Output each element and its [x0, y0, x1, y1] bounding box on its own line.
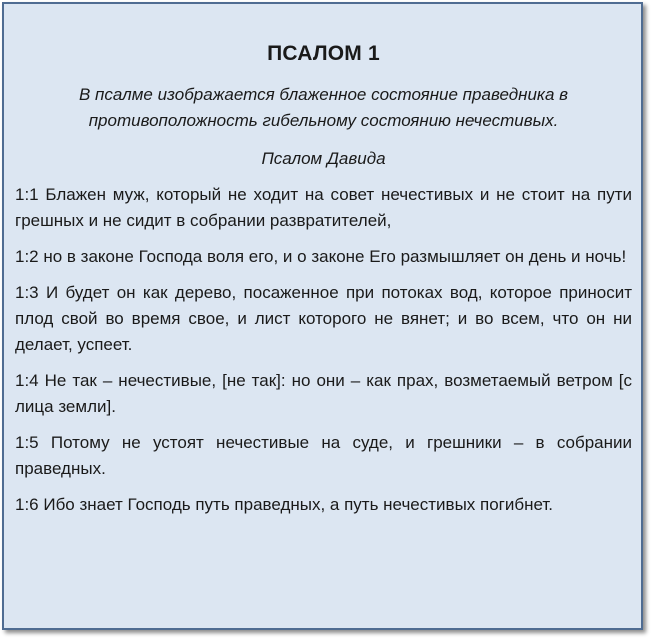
verse-4: 1:4 Не так – нечестивые, [не так]: но они – как прах, возметаемый ветром [с лица земли].: [15, 371, 632, 416]
psalm-title: ПСАЛОМ 1: [267, 42, 380, 65]
verse-1: 1:1 Блажен муж, который не ходит на совет нечестивых и не стоит на пути грешных и не сидит в собрании развратителей,: [15, 185, 632, 230]
psalm-summary: В псалме изображается блаженное состояние праведника в противоположность гибельному состоянию нечестивых.: [79, 85, 568, 130]
verse-2: 1:2 но в законе Господа воля его, и о законе Его размышляет он день и ночь!: [15, 247, 627, 266]
verse-3: 1:3 И будет он как дерево, посаженное при потоках вод, которое приносит плод свой во время свое, и лист которого не вянет; и во всем, что он ни делает, успеет.: [15, 283, 632, 354]
verse-5: 1:5 Потому не устоят нечестивые на суде, и грешники – в собрании праведных.: [15, 433, 632, 478]
psalm-author: Псалом Давида: [261, 149, 386, 168]
psalm-text-box: [2, 2, 643, 630]
verse-6: 1:6 Ибо знает Господь путь праведных, а путь нечестивых погибнет.: [15, 495, 554, 514]
